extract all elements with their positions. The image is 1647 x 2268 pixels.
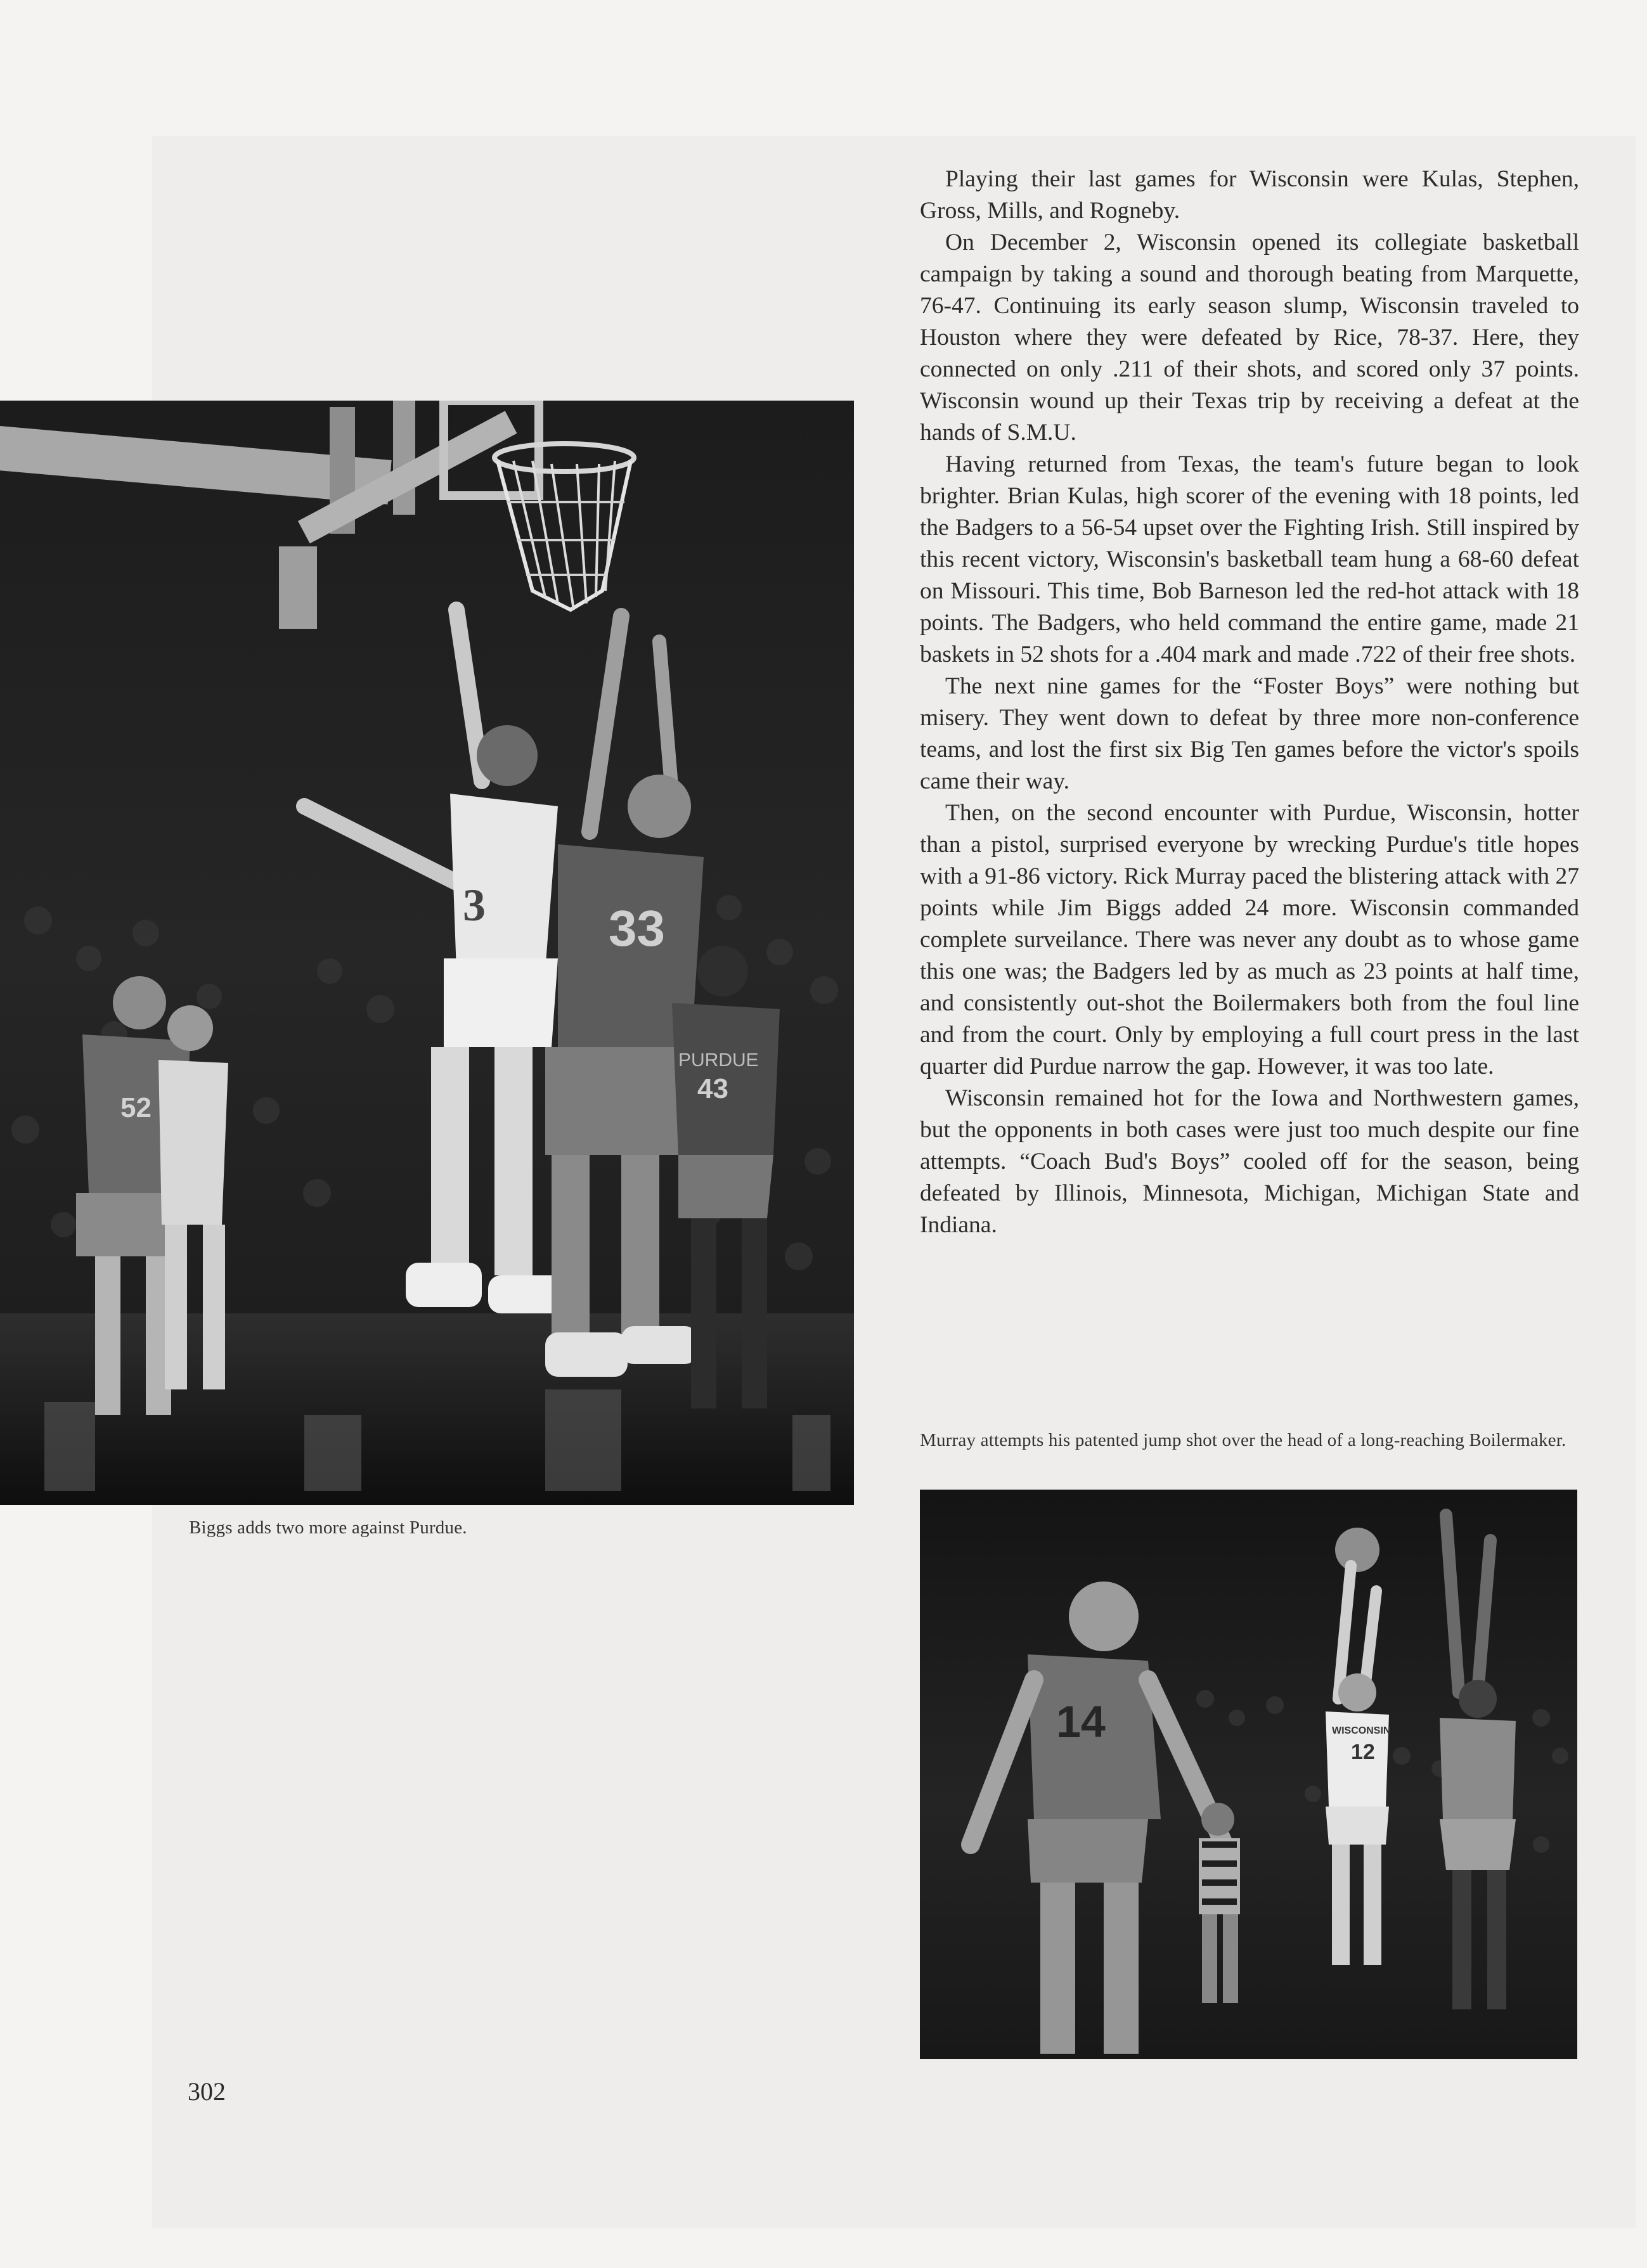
jersey-number-14: 14 [1056, 1697, 1106, 1746]
article-paragraph: On December 2, Wisconsin opened its collegiate basketball campaign by taking a sound and thorough beating from Marquette, 76-47. Continuing its early season slump, Wisconsin traveled to Houston where they were defeated by Rice, 78-37. Here, they connected on only .211 of their shots, and scored only 37 points. Wisconsin wound up their Texas trip by receiving a defeat at the hands of S.M.U. [920, 229, 1579, 446]
basketball-photo-biggs [0, 401, 854, 1505]
basketball [1335, 1528, 1379, 1572]
jersey-text-purdue: PURDUE [678, 1050, 759, 1071]
jersey-number-12: 12 [1351, 1740, 1375, 1764]
page-number: 302 [188, 2077, 226, 2106]
player-52 [76, 976, 228, 1415]
article-body [920, 164, 1579, 1241]
basketball-photo-murray [920, 1490, 1577, 2059]
article-paragraph: Wisconsin remained hot for the Iowa and Northwestern games, but the opponents in both cases were just too much despite our fine attempts. “Coach Bud's Boys” cooled off for the season, being defeated by Illinois, Minnesota, Michigan, Michigan State and Indiana. [920, 1085, 1579, 1238]
jersey-number-52: 52 [120, 1092, 152, 1123]
article-paragraph: Having returned from Texas, the team's future began to look brighter. Brian Kulas, high scorer of the evening with 18 points, led the Badgers to a 56-54 upset over the Fighting Irish. Still inspired by this recent victory, Wisconsin's basketball team hung a 68-60 defeat on Missouri. This time, Bob Barneson led the red-hot attack with 18 points. The Badgers, who held command the entire game, made 21 baskets in 52 shots for a .404 mark and made .722 of their free shots. [920, 451, 1579, 667]
jersey-text-wisconsin: WISCONSIN [1332, 1725, 1391, 1736]
article-paragraph: Then, on the second encounter with Purdue, Wisconsin, hotter than a pistol, surprised everyone by wrecking Purdue's title hopes with a 91-86 victory. Rick Murray paced the blistering attack with 27 points while Jim Biggs added 24 more. Wisconsin commanded complete surveilance. There was never any doubt as to whose game this one was; the Badgers led by as much as 23 points at half time, and consistently out-shot the Boilermakers both from the foul line and from the court. Only by employing a full court press in the last quarter did Purdue narrow the gap. However, it was too late. [920, 800, 1579, 1079]
jersey-number-biggs: 3 [463, 880, 486, 931]
jersey-number-33: 33 [609, 900, 665, 957]
article-paragraph: Playing their last games for Wisconsin were Kulas, Stephen, Gross, Mills, and Rogneby. [920, 166, 1579, 224]
photo-caption-murray: Murray attempts his patented jump shot over the head of a long-reaching Boilermaker. [920, 1430, 1566, 1450]
article-paragraph: The next nine games for the “Foster Boys” were nothing but misery. They went down to defeat by three more non-conference teams, and lost the first six Big Ten games before the victor's spoils came their way. [920, 673, 1579, 794]
photo-caption-biggs: Biggs adds two more against Purdue. [189, 1517, 467, 1538]
jersey-number-43: 43 [697, 1073, 728, 1104]
